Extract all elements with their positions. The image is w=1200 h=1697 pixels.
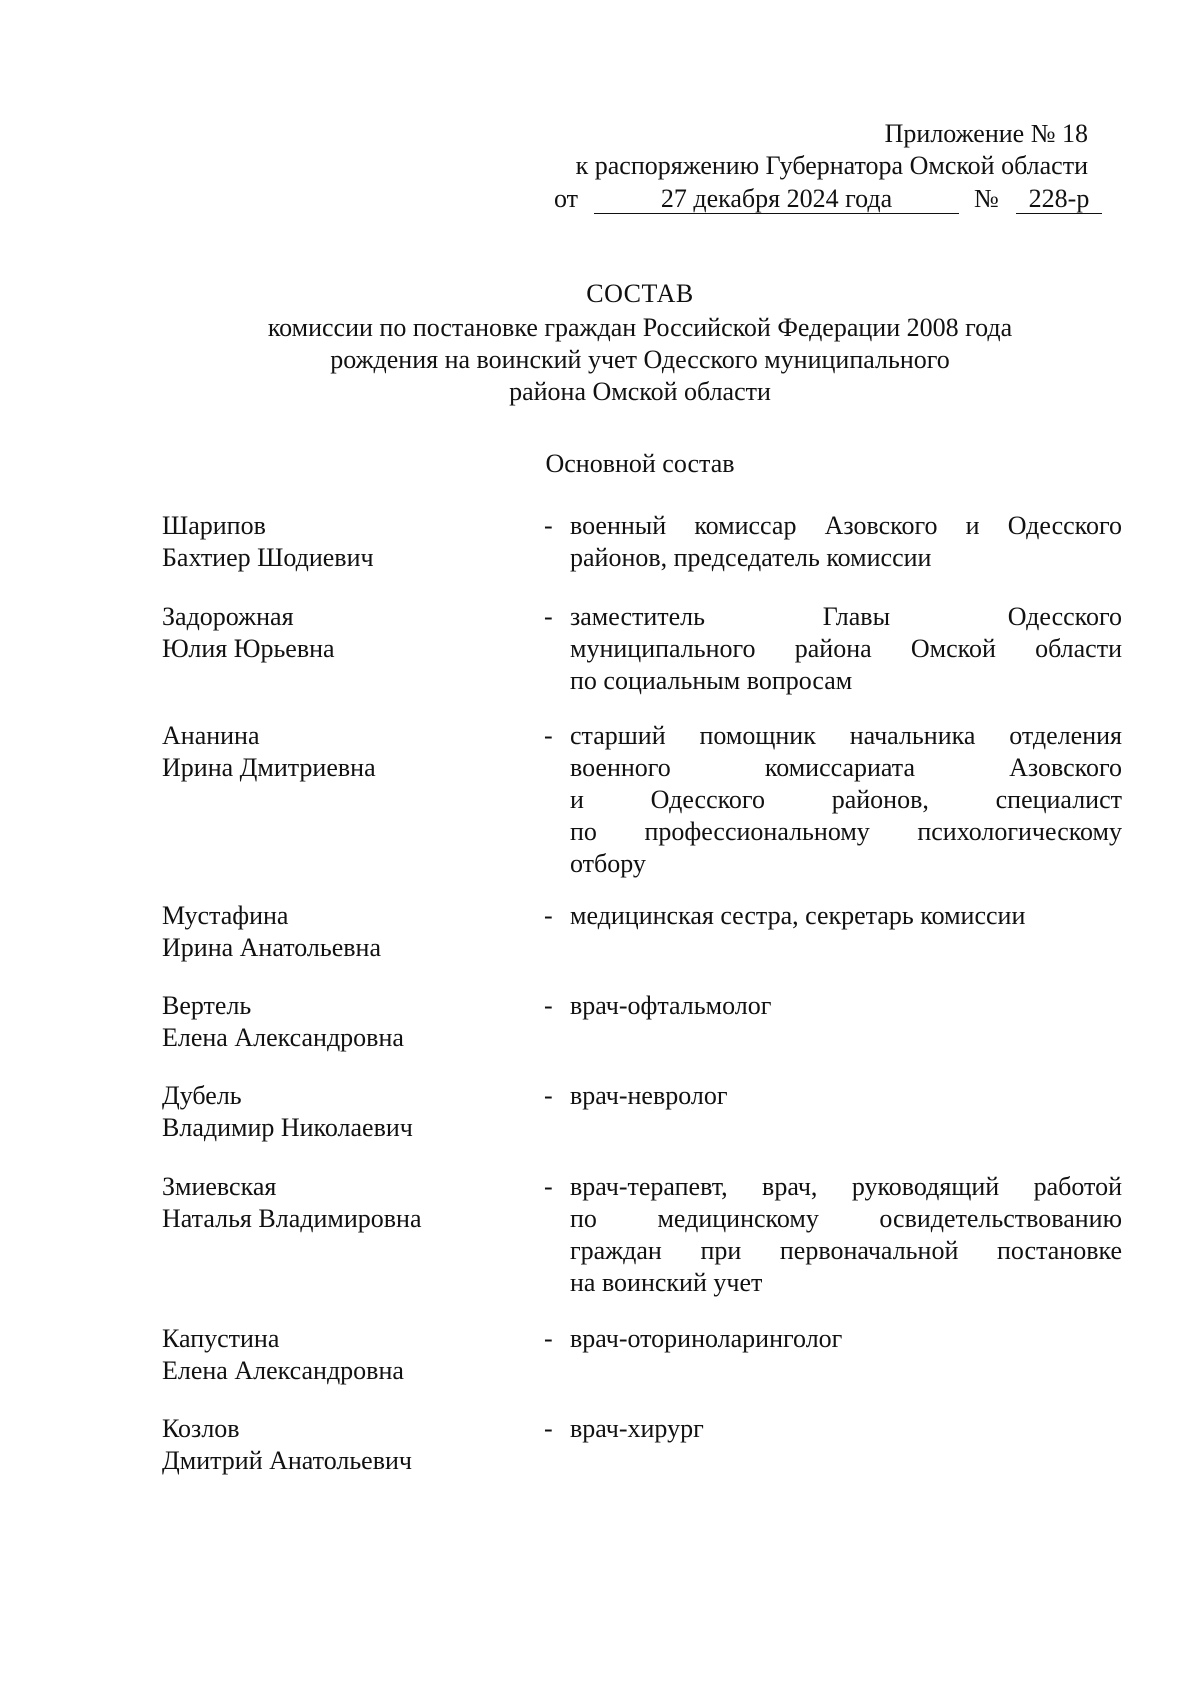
order-date-number-row <box>554 183 1114 217</box>
section-subtitle: Основной состав <box>545 449 735 478</box>
appendix-number: Приложение № 18 <box>884 119 1088 148</box>
number-label: № <box>974 184 999 213</box>
order-reference: к распоряжению Губернатора Омской области <box>575 151 1088 180</box>
member-role-line: и Одесского районов, специалист <box>570 785 1122 814</box>
member-name <box>162 510 532 574</box>
role-dash: - <box>544 602 553 631</box>
member-role-line: по социальным вопросам <box>570 666 853 695</box>
member-role-line: по профессиональному психологическому <box>570 817 1122 846</box>
member-surname: Вертель <box>162 991 252 1020</box>
member-role-line: заместитель Главы Одесского <box>570 602 1122 631</box>
member-role-line: отбору <box>570 849 646 878</box>
role-dash: - <box>544 1324 553 1353</box>
member-role-line: районов, председатель комиссии <box>570 543 932 572</box>
member-role-line: врач-терапевт, врач, руководящий работой <box>570 1172 1122 1201</box>
member-name <box>162 1413 532 1477</box>
member-surname: Капустина <box>162 1324 280 1353</box>
member-given-names: Бахтиер Шодиевич <box>162 543 374 572</box>
member-name <box>162 1080 532 1144</box>
member-role <box>570 601 1122 697</box>
member-given-names: Ирина Анатольевна <box>162 933 381 962</box>
member-role-line: на воинский учет <box>570 1268 763 1297</box>
member-surname: Мустафина <box>162 901 289 930</box>
member-role-line: врач-оториноларинголог <box>570 1324 843 1353</box>
member-role-line: граждан при первоначальной постановке <box>570 1236 1122 1265</box>
member-name <box>162 900 532 964</box>
member-role <box>570 1080 1122 1112</box>
order-number: 228-р <box>1016 183 1102 214</box>
member-name <box>162 990 532 1054</box>
member-role <box>570 510 1122 574</box>
role-dash: - <box>544 1414 553 1443</box>
title-line-2: рождения на воинский учет Одесского муниципального <box>330 345 950 374</box>
title-line-1: комиссии по постановке граждан Российской Федерации 2008 года <box>267 313 1013 342</box>
order-date: 27 декабря 2024 года <box>594 183 959 214</box>
member-role <box>570 720 1122 880</box>
member-name <box>162 1323 532 1387</box>
member-role-line: по медицинскому освидетельствованию <box>570 1204 1122 1233</box>
from-label: от <box>554 184 579 213</box>
member-name <box>162 720 532 784</box>
member-role <box>570 1413 1122 1445</box>
member-surname: Дубель <box>162 1081 242 1110</box>
member-role-line: врач-офтальмолог <box>570 991 772 1020</box>
member-surname: Задорожная <box>162 602 294 631</box>
member-role-line: врач-хирург <box>570 1414 704 1443</box>
role-dash: - <box>544 901 553 930</box>
title-line-3: района Омской области <box>509 377 771 406</box>
member-given-names: Юлия Юрьевна <box>162 634 335 663</box>
role-dash: - <box>544 991 553 1020</box>
member-given-names: Владимир Николаевич <box>162 1113 413 1142</box>
document-title <box>160 278 1120 408</box>
member-surname: Ананина <box>162 721 260 750</box>
member-given-names: Елена Александровна <box>162 1023 404 1052</box>
member-role <box>570 990 1122 1022</box>
member-surname: Змиевская <box>162 1172 277 1201</box>
member-role <box>570 1323 1122 1355</box>
document-header <box>488 118 1088 182</box>
role-dash: - <box>544 1172 553 1201</box>
member-role-line: муниципального района Омской области <box>570 634 1122 663</box>
member-role <box>570 900 1122 932</box>
member-given-names: Елена Александровна <box>162 1356 404 1385</box>
member-role-line: врач-невролог <box>570 1081 728 1110</box>
member-given-names: Наталья Владимировна <box>162 1204 422 1233</box>
member-given-names: Ирина Дмитриевна <box>162 753 376 782</box>
role-dash: - <box>544 721 553 750</box>
role-dash: - <box>544 1081 553 1110</box>
member-surname: Шарипов <box>162 511 266 540</box>
member-role-line: военного комиссариата Азовского <box>570 753 1122 782</box>
member-role-line: старший помощник начальника отделения <box>570 721 1122 750</box>
member-name <box>162 601 532 665</box>
member-given-names: Дмитрий Анатольевич <box>162 1446 412 1475</box>
member-role-line: военный комиссар Азовского и Одесского <box>570 511 1122 540</box>
member-surname: Козлов <box>162 1414 240 1443</box>
member-name <box>162 1171 532 1235</box>
member-role <box>570 1171 1122 1299</box>
role-dash: - <box>544 511 553 540</box>
member-role-line: медицинская сестра, секретарь комиссии <box>570 901 1026 930</box>
title-main: СОСТАВ <box>586 279 694 308</box>
